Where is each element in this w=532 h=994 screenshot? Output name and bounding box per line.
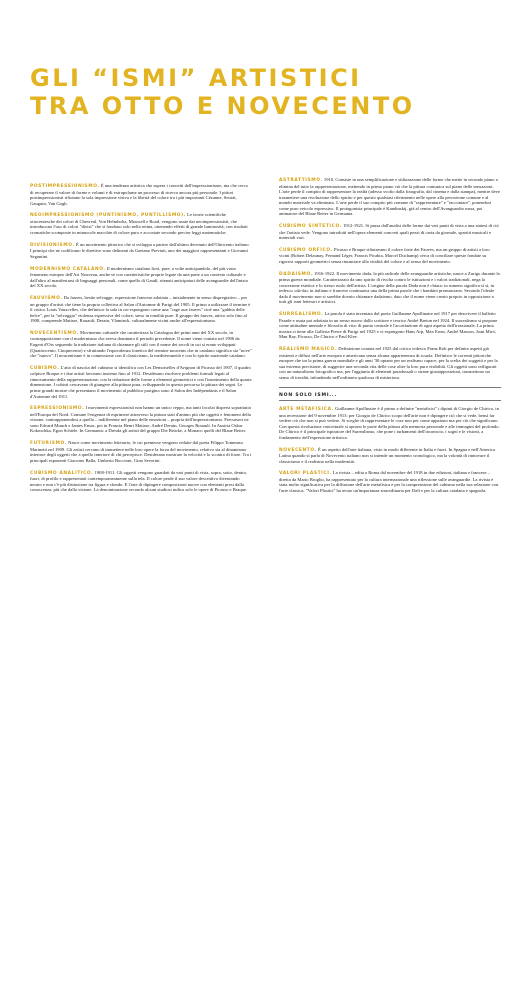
right-column-extra-entries <box>279 406 501 493</box>
entry-description: Guillaume Apollinaire è il primo a definire "metafisici" i dipinti di Giorgio de Chirico, in una recensione del 9 novembre 1913: per Giorgio de Chirico scopo dell'arte non è dipingere ciò che si vede, bensì far vedere ciò che non si può vedere. Si sceglie di rappresentare le cose non per come appaiono ma per ciò che significano. Con questa rivoluzione concettuale si aprono le porte della pittura alla memoria personale e alle immagini del profondo. De Chirico è il principale ispiratore del Surrealismo, che pone i turbamenti dell'inconscio, i sogni e le visioni, a fondamento dell'espressione artistica. <box>279 406 500 440</box>
entry-term: NOVECENTISMO. <box>30 330 79 336</box>
entry-description: È un movimento pittorico che si sviluppa a partire dall'ultimo decennio dell'Ottocento italiano. I principi che ne codificano le direttive sono delineati da Gaetano Previati, uno dei maggiori rappresentanti e Giovanni Segantini. <box>30 241 250 259</box>
entry-description: 1912-1921. Si passa dall'analisi delle forme dai vari punti di vista a una sintesi di ciò che l'artista vede. Vengono introdotti nell'opera elementi concreti quali pezzi di carta da giornale, spartiti musicali e materiali vari. <box>279 223 499 241</box>
entry-description: Picasso e Braque rifiutavano il colore forte dei Fauves, ma un gruppo di artisti a loro vicini (Robert Delaunay, Fernand Léger, Francis Picabia, Marcel Duchamp) cerca di conciliare queste fondate su rigorosi rapporti geometrici senza rinunciare alla vitalità del colore e al senso del movimento. <box>279 246 490 264</box>
entry-term: CUBISMO ORFICO. <box>279 247 333 253</box>
page-title <box>30 64 510 120</box>
entry-description: L'atto di nascita del cubismo si identifica con Les Demoiselles d'Avignon di Picasso del 1907, il quadro colpisce Braque e i due artisti lavorano insieme fino al 1912. Desiderano risolvere problemi formali legati al rinnovamento della rappresentazione, con la riduzione delle forme a elementi geometrici e con l'inserimento della quarta dimensione. I cubisti cercavano di giungere alla pittura pura, sviluppando in questo percorso la pittura dei segni. Le prime grandi mostre che presentano il movimento al pubblico parigino sono il Salon des Indépendants e il Salon d'Automne del 1911. <box>30 364 252 399</box>
section-subheading: NON SOLO ISMI... <box>279 392 338 398</box>
entry-description: 1910. Consiste in una semplificazione e stilizzazione delle forme che mette in secondo piano o elimina del tutto la rappresentazione, mettendo in primo piano ciò che la pittura comunica sul piano delle sensazioni. L'arte perde il compito di rappresentare la realtà (adesso svolto dalla fotografia, dal cinema e dalla stampa), mentre deve trasmettere una rivoluzione dello spirito e per questo qualsiasi riferimento nelle opere alla percezione comune e al mondo materiale va eliminato. L'arte perde il suo compito più comune di "rappresentare" e "raccontare", ponendosi come puro veicolo espressivo. Il protagonista principale è Kandinskij, già al centro dell'Avanguardia russa, poi animatore del Blaue Reiter in Germania. <box>279 177 500 217</box>
entry-term: ESPRESSIONISMO. <box>30 406 85 412</box>
glossary-entry <box>30 242 252 260</box>
entry-term: CUBISMO ANALITICO. <box>30 470 94 476</box>
entry-term: FUTURISMO. <box>30 441 67 447</box>
entry-description: I movimenti espressionisti non hanno un unico ceppo, ma tanti focolai dispersi soprattutto nell'Europa del Nord. Comune l'esigenza di esprimere attraverso la pittura stati d'animo più che oggetti e fenomeni della visione, contrapponendosi a quella – indifferente nel piano delle emozioni – propria dell'impressionismo. Precursori ne sono Edvard Munch e James Ensor, poi in Francia Henri Matisse, André Derain, Georges Rouault. In Austria Oskar Kokoschka, Egon Schiele. In Germania: a Dresda gli artisti del gruppo Die Brücke, a Monaco quelli del Blaue Reiter. <box>30 405 252 434</box>
glossary-entry <box>30 470 252 493</box>
entry-term: POSTIMPRESSIONISMO. <box>30 184 100 189</box>
glossary-entry <box>30 330 252 359</box>
entry-term: SURREALISMO. <box>279 312 324 318</box>
entry-description: 1916-1922. Il movimento dada, la più radicale delle avanguardie artistiche, nasce a Zurigo durante la prima guerra mondiale. Caratterizzato da uno spirito di rivolta contro le istituzioni e i valori tradizionali, nega la concezione estetica e lo stesso ruolo dell'artista. L'origine della parola Dada non è chiara: in rumeno significa sì sì, in tedesco «da-da» in italiano e francese continuava una della prima parole che i bambini pronunciano. Secondo l'ideale dada il movimento non si sarebbe dovuto chiamare dadaismo, dato che il nome viene creato proprio in opposizione a tutti gli ismi letterari e artistici. <box>279 270 500 305</box>
glossary-entry <box>279 247 501 265</box>
entry-term: CUBISMO. <box>30 365 60 371</box>
glossary-entry <box>279 346 501 380</box>
entry-description: Da fauves, bestie selvagge, espressione francese adottata – inizialmente in senso dispregiativo – per un gruppo d'artisti che tiene la propria collettiva al Salon d'Automne di Parigi del 1905. Il primo a utilizzare il termine è il critico Louis Vauxcelles, che definisce la sala in cui espongono come una "cage aux fauves" cioè una "gabbia delle belve", per la "selvaggia" violenza espressiva del colore, steso in tonalità pure. Il gruppo dei fauves, attivo solo fino al 1908, comprende Matisse, Rouault, Derain, Vlaminck, culturalmente vicini anche all'espressionismo. <box>30 294 251 324</box>
glossary-entry <box>30 365 252 399</box>
entry-term: NEOIMPRESSIONISMO (PUNTINISMO, PUNTILLISMO). <box>30 213 187 219</box>
entry-term: FAUVISMO. <box>30 295 63 301</box>
glossary-entry <box>279 470 501 493</box>
section-divider <box>279 400 501 401</box>
title-line-1: GLI “ISMI” ARTISTICI <box>30 64 362 92</box>
section-divider <box>279 387 501 388</box>
entry-description: Nasce come movimento letterario, le cui premesse vengono redatte dal poeta Filippo Tommaso Marinetti nel 1909. Gli artisti cercano di immettere nelle loro opere la forza del movimento, relativo sia al dinamismo interiore degli oggetti che a quello interiore di chi percepisce. Desiderano mostrare la velocità e lo scontro di forze. Tra i principali esponenti Giacomo Balla, Umberto Boccioni, Gino Severini. <box>30 440 252 463</box>
title-line-2: TRA OTTO E NOVECENTO <box>30 92 415 120</box>
entry-description: È una tendenza artistica che supera i concetti dell'impressionismo, ma che cerca di recuperare il valore di forme e volumi e di extrapolarne un processo di ricerca ancora più personale. I pittori postimpressionisti rifiutano la sola impressione visiva e la libertà del colore tra i più importanti Cézanne, Seurat, Gauguin, Van Gogh. <box>30 183 248 206</box>
glossary-entry <box>279 311 501 340</box>
entry-term: CUBISMO SINTETICO. <box>279 224 342 230</box>
entry-term: NOVECENTO. <box>279 447 317 453</box>
right-column <box>279 177 501 500</box>
glossary-entry <box>30 212 252 235</box>
entry-term: ARTE METAFISICA. <box>279 407 334 413</box>
glossary-entry <box>279 447 501 465</box>
glossary-entry <box>279 271 501 305</box>
glossary-entry <box>30 295 252 324</box>
entry-description: Movimento culturale che caratterizza la Catalogna dei primi anni del XX secolo, in contrapposizione con il modernismo che aveva dominato il periodo precedente. Il nome viene coniato nel 1906 da Eugeni d'Ors seguendo la tradizione italiana di chiamare gli stili con il nome dei secoli in cui si erano sviluppati (Quattrocento, Cinquecento) e sfruttando l'equivalenza fonetica del termine noucents che in catalano significa sia "nove" che "nuovo". Il noucentisme è in connessione con il classicismo, la mediterraneità e con lo spirito nazionale catalano. <box>30 329 252 359</box>
entry-description: 1908-1911. Gli oggetti vengono guardati da vari punti di vista, sopra, sotto, dentro, fuori, di profilo e rappresentati contemporaneamente sulla tela. Il colore perde il suo valore descrittivo diventando neutro e non c'è più distinzione tra figura e sfondo. E l'arte di dipingere composizioni nuove con elementi presi dalla conoscenza, più che dalla visione. La denominazione secondo alcuni studiosi indica solo le opere di Picasso e Braque. <box>30 469 248 493</box>
glossary-entry <box>279 223 501 241</box>
entry-description: La parola è stata inventata dal poeta Guillaume Apollinaire nel 1917 per descrivere il balletto Parade e usata poi adottata in un senso nuovo dallo scrittore e teorico André Breton nel 1924. Il surrealismo si propone come attitudine mentale e filosofia di vita: di punto centrale è l'accettazione di ogni aspetto dell'irrazionale. La prima mostra si tiene alla Galleria Pierre di Parigi nel 1925 e vi espongono Hans Arp, Max Ernst, André Masson, Joan Miró, Man Ray, Picasso, De Chirico e Paul Klee. <box>279 311 498 340</box>
glossary-entry <box>30 183 252 206</box>
entry-description: Il modernismo catalano fiorì, pare, a volte anticipandolo, del più vasto fenomeno europeo dell'Art Nouveau, anche se con caratteristiche proprie legate da una parte a un contesto culturale e dall'altro al manifestarsi di linguaggi personali, come quello di Gaudí, ritenuti anticipatori delle avanguardie dell'inizio del XX secolo. <box>30 265 249 289</box>
entry-term: REALISMO MAGICO. <box>279 347 338 353</box>
entry-term: ASTRATTISMO. <box>279 178 323 183</box>
entry-term: VALORI PLASTICI. <box>279 471 332 477</box>
glossary-entry <box>279 406 501 440</box>
entry-term: MODERNISMO CATALANO. <box>30 266 106 272</box>
glossary-entry <box>30 405 252 434</box>
entry-term: DADAISMO. <box>279 271 313 277</box>
entry-term: DIVISIONISMO. <box>30 242 75 248</box>
left-column <box>30 183 252 499</box>
right-column-entries <box>279 177 501 380</box>
entry-description: Le teorie scientifiche ottocentesche dei colori di Chevreul, Von Helmholtz, Maxwell e Rood, vengono usate dai neoimpressionisti, che introducono l'uso di colori "divisi" che si fondono solo nella retina, ottenendo effetti di grande luminosità, con risultati cromatiche scomposte in minuscole macchie di colore puro e accostate secondo precise leggi matematiche. <box>30 212 248 236</box>
glossary-entry <box>30 266 252 289</box>
entry-description: Definizione coniata nel 1925 dal critico tedesco Franz Roh per definire aspetti già esistenti e diffusi nell'arte europea e americana senza alcuna appartenenza di scuola. Definisce le correnti pittoriche europee che tra la prima guerra mondiale e gli anni '30 optano per un realismo capace, per la scelta dei soggetti e per la sua estrema precisione, di suggerire una seconda vita delle cose oltre la loro pura visibilità. Gli oggetti sono raffigurati con un naturalismo fotografico ma, per l'aggiunta di elementi paradossali o strane giustapposizioni, trasmettono un senso di irrealtà, infondendo nell'ordinario qualcosa di misterioso. <box>279 346 498 380</box>
entry-description: La rivista – edita a Roma dal novembre del 1918 in due edizioni, italiana e francese – diretta da Mario Broglio, ha rappresentato per la cultura internazionale una riflessione sulle avanguardie. La rivista è stata molto significativa per la diffusione dell'arte metafisica e per la comprensione del cubismo nella sua relazione con l'arte classica. "Valori Plastici" ha avuto un'importanza straordinaria per Dalí e per la cultura catalana e spagnola. <box>279 470 499 494</box>
glossary-entry <box>30 440 252 463</box>
glossary-entry <box>279 177 501 217</box>
entry-description: È un aspetto dell'arte italiana, visto in modo differente in Italia e fuori. In Spagna e nell'America Latina quando si parla di Novecento italiano non si intende un momento cronologico, ma la volontà di rinnovare il classicismo e il realismo nella modernità. <box>279 446 495 464</box>
